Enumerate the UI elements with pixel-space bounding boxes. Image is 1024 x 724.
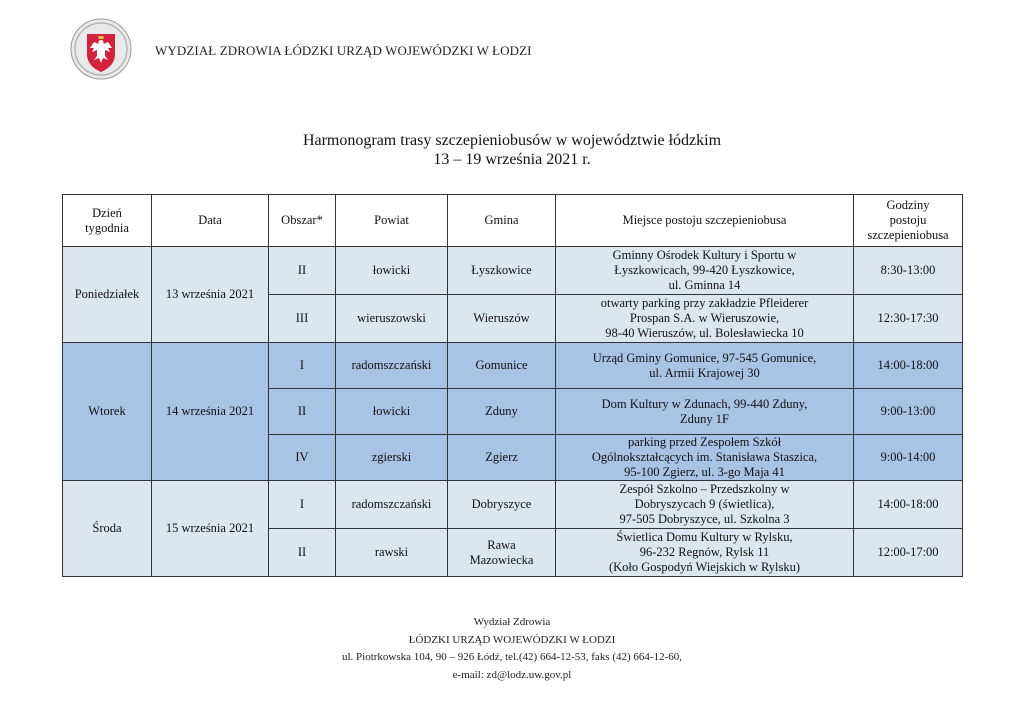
county-cell: wieruszowski: [336, 295, 448, 343]
footer-office: ŁÓDZKI URZĄD WOJEWÓDZKI W ŁODZI: [408, 633, 616, 646]
hours-cell: 8:30-13:00: [854, 247, 963, 295]
hours-cell: 14:00-18:00: [854, 481, 963, 529]
county-cell: zgierski: [336, 435, 448, 481]
day-cell: Wtorek: [63, 343, 152, 481]
commune-cell: Wieruszów: [448, 295, 556, 343]
county-cell: łowicki: [336, 389, 448, 435]
commune-cell: Łyszkowice: [448, 247, 556, 295]
area-cell: IV: [269, 435, 336, 481]
area-cell: I: [269, 481, 336, 529]
table-row: [63, 343, 963, 389]
place-cell: parking przed Zespołem Szkół Ogólnokształcących im. Stanisława Staszica, 95-100 Zgierz, ul. 3-go Maja 41: [556, 435, 854, 481]
place-cell: Gminny Ośrodek Kultury i Sportu w Łyszkowicach, 99-420 Łyszkowice, ul. Gminna 14: [556, 247, 854, 295]
area-cell: III: [269, 295, 336, 343]
header-area: Obszar*: [269, 195, 336, 247]
county-cell: łowicki: [336, 247, 448, 295]
table-row: [63, 481, 963, 529]
footer-address: ul. Piotrkowska 104, 90 – 926 Łódź, tel.(42) 664-12-53, faks (42) 664-12-60,: [341, 651, 683, 663]
voivodeship-emblem-icon: [70, 18, 132, 80]
header-county: Powiat: [336, 195, 448, 247]
organization-header: WYDZIAŁ ZDROWIA ŁÓDZKI URZĄD WOJEWÓDZKI W ŁODZI: [155, 43, 532, 58]
footer-email: e-mail: zd@lodz.uw.gov.pl: [452, 668, 572, 681]
area-cell: I: [269, 343, 336, 389]
title-line-1: Harmonogram trasy szczepieniobusów w województwie łódzkim: [302, 132, 722, 149]
header-commune: Gmina: [448, 195, 556, 247]
county-cell: radomszczański: [336, 343, 448, 389]
date-cell: 13 września 2021: [152, 247, 269, 343]
table-row: [63, 247, 963, 295]
footer: [0, 614, 1024, 684]
place-cell: Dom Kultury w Zdunach, 99-440 Zduny, Zduny 1F: [556, 389, 854, 435]
area-cell: II: [269, 529, 336, 577]
header-date: Data: [152, 195, 269, 247]
place-cell: otwarty parking przy zakładzie Pfleiderer Prospan S.A. w Wieruszowie, 98-40 Wieruszów, ul. Bolesławiecka 10: [556, 295, 854, 343]
place-cell: Zespół Szkolno – Przedszkolny w Dobryszycach 9 (świetlica), 97-505 Dobryszyce, ul. Szkolna 3: [556, 481, 854, 529]
footer-department: Wydział Zdrowia: [473, 616, 551, 628]
header-place: Miejsce postoju szczepieniobusa: [556, 195, 854, 247]
county-cell: rawski: [336, 529, 448, 577]
commune-cell: Rawa Mazowiecka: [448, 529, 556, 577]
commune-cell: Zgierz: [448, 435, 556, 481]
place-cell: Świetlica Domu Kultury w Rylsku, 96-232 Regnów, Rylsk 11 (Koło Gospodyń Wiejskich w Rylsku): [556, 529, 854, 577]
day-cell: Środa: [63, 481, 152, 577]
area-cell: II: [269, 247, 336, 295]
place-cell: Urząd Gminy Gomunice, 97-545 Gomunice, ul. Armii Krajowej 30: [556, 343, 854, 389]
area-cell: II: [269, 389, 336, 435]
header-hours: Godziny postoju szczepieniobusa: [854, 195, 963, 247]
hours-cell: 12:30-17:30: [854, 295, 963, 343]
commune-cell: Gomunice: [448, 343, 556, 389]
page-title: [0, 131, 1024, 169]
commune-cell: Zduny: [448, 389, 556, 435]
header-day: Dzień tygodnia: [63, 195, 152, 247]
hours-cell: 14:00-18:00: [854, 343, 963, 389]
day-cell: Poniedziałek: [63, 247, 152, 343]
commune-cell: Dobryszyce: [448, 481, 556, 529]
county-cell: radomszczański: [336, 481, 448, 529]
date-cell: 14 września 2021: [152, 343, 269, 481]
table-header-row: [63, 195, 963, 247]
hours-cell: 9:00-13:00: [854, 389, 963, 435]
date-cell: 15 września 2021: [152, 481, 269, 577]
title-dates: 13 – 19 września 2021 r.: [433, 151, 591, 168]
hours-cell: 9:00-14:00: [854, 435, 963, 481]
schedule-table: [62, 194, 963, 577]
hours-cell: 12:00-17:00: [854, 529, 963, 577]
